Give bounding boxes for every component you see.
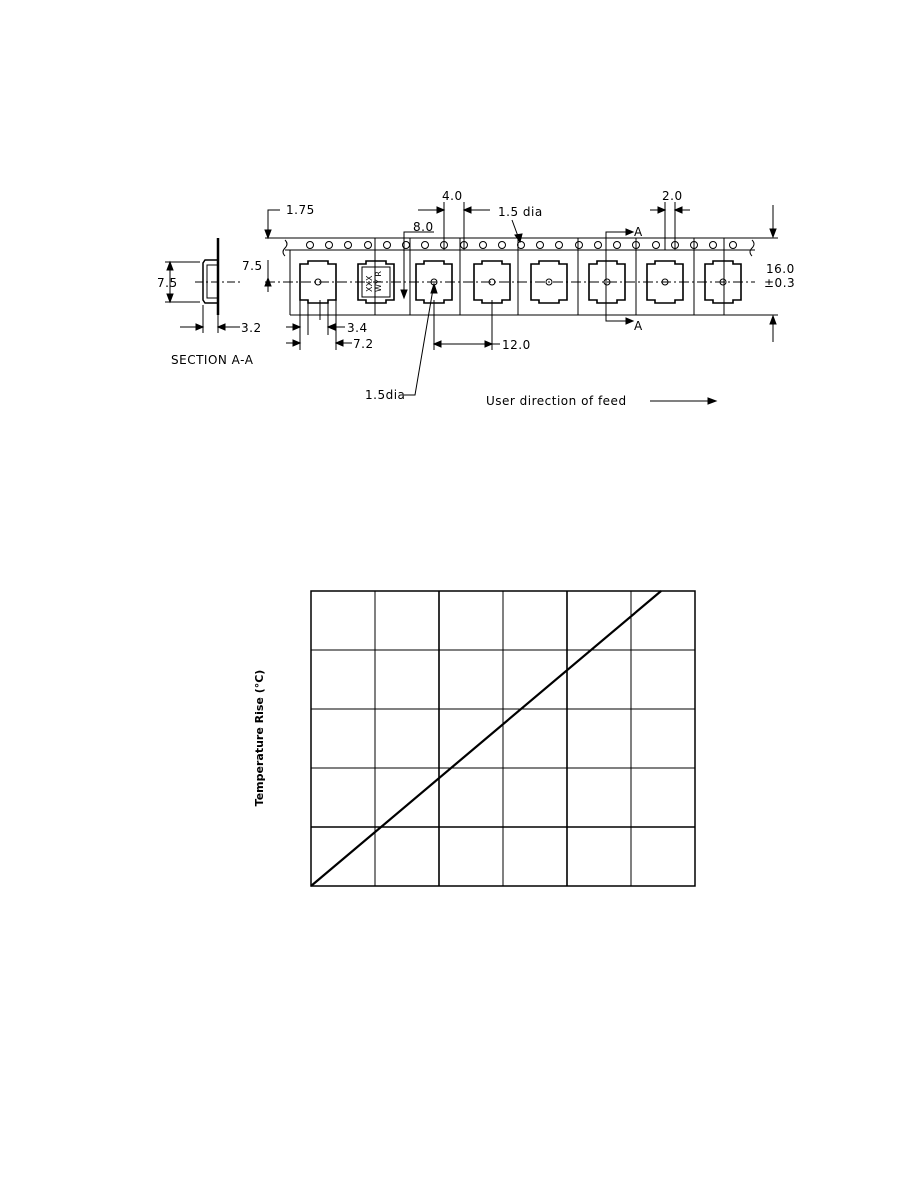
arrowhead [626, 229, 633, 235]
label-8-0: 8.0 [413, 220, 434, 234]
label-1-75: 1.75 [286, 203, 315, 217]
dim-1-5dia-center-leader [404, 289, 433, 395]
tape-right-break [750, 240, 754, 256]
sprocket-hole [345, 242, 352, 249]
label-16-0: 16.0 [766, 262, 795, 276]
arrowhead [770, 316, 776, 324]
label-tolerance: ±0.3 [764, 276, 796, 290]
arrowhead [464, 207, 471, 213]
arrowhead [437, 207, 444, 213]
sprocket-holes [307, 242, 737, 249]
chart-grid [311, 591, 695, 886]
sprocket-hole [384, 242, 391, 249]
arrowhead [167, 294, 173, 302]
label-7-2: 7.2 [353, 337, 374, 351]
component-marking-line1: XXX [365, 275, 374, 292]
sprocket-hole [595, 242, 602, 249]
arrowhead [265, 230, 271, 238]
arrowhead [218, 324, 225, 330]
sprocket-hole [365, 242, 372, 249]
arrowhead [293, 340, 300, 346]
sprocket-hole [556, 242, 563, 249]
label-4-0: 4.0 [442, 189, 463, 203]
chart-ylabel: Temperature Rise (°C) [253, 669, 266, 807]
chart-series [311, 591, 661, 886]
sprocket-hole [730, 242, 737, 249]
arrowhead [431, 284, 437, 293]
sprocket-hole [326, 242, 333, 249]
dim-1-75-leader [268, 210, 280, 232]
sprocket-hole [307, 242, 314, 249]
arrowhead [401, 290, 407, 298]
sprocket-hole [576, 242, 583, 249]
label-3-4: 3.4 [347, 321, 368, 335]
component-marking-line2: WY R [374, 271, 383, 292]
label-12-0: 12.0 [502, 338, 531, 352]
label-1-5dia-center: 1.5dia [365, 388, 406, 402]
tape-left-break [283, 240, 287, 256]
tape-reel-drawing [165, 202, 778, 404]
sprocket-hole [480, 242, 487, 249]
sprocket-hole [537, 242, 544, 249]
label-section-7-5: 7.5 [157, 276, 178, 290]
label-7-5-cavity: 7.5 [242, 259, 263, 273]
arrowhead [626, 318, 633, 324]
arrowhead [196, 324, 203, 330]
sprocket-hole [518, 242, 525, 249]
arrowhead [708, 398, 716, 404]
sprocket-hole [614, 242, 621, 249]
arrowhead [328, 324, 335, 330]
label-2-0: 2.0 [662, 189, 683, 203]
sprocket-hole [653, 242, 660, 249]
sprocket-hole [499, 242, 506, 249]
label-3-2: 3.2 [241, 321, 262, 335]
arrowhead [434, 341, 441, 347]
sprocket-hole [422, 242, 429, 249]
tape-dimension-labels [157, 189, 795, 408]
arrowhead [167, 262, 173, 270]
arrowhead [770, 229, 776, 237]
chart-series-line [311, 591, 661, 886]
arrowhead [675, 207, 682, 213]
sprocket-hole [710, 242, 717, 249]
arrowhead [658, 207, 665, 213]
label-1-5-dia: 1.5 dia [498, 205, 543, 219]
label-section-a-bottom: A [634, 319, 643, 333]
section-title: SECTION A-A [171, 353, 254, 367]
label-section-a-top: A [634, 225, 643, 239]
temperature-rise-chart [253, 591, 695, 886]
arrowhead [293, 324, 300, 330]
feed-direction-label: User direction of feed [486, 394, 627, 408]
arrowhead [336, 340, 343, 346]
arrowhead [485, 341, 492, 347]
